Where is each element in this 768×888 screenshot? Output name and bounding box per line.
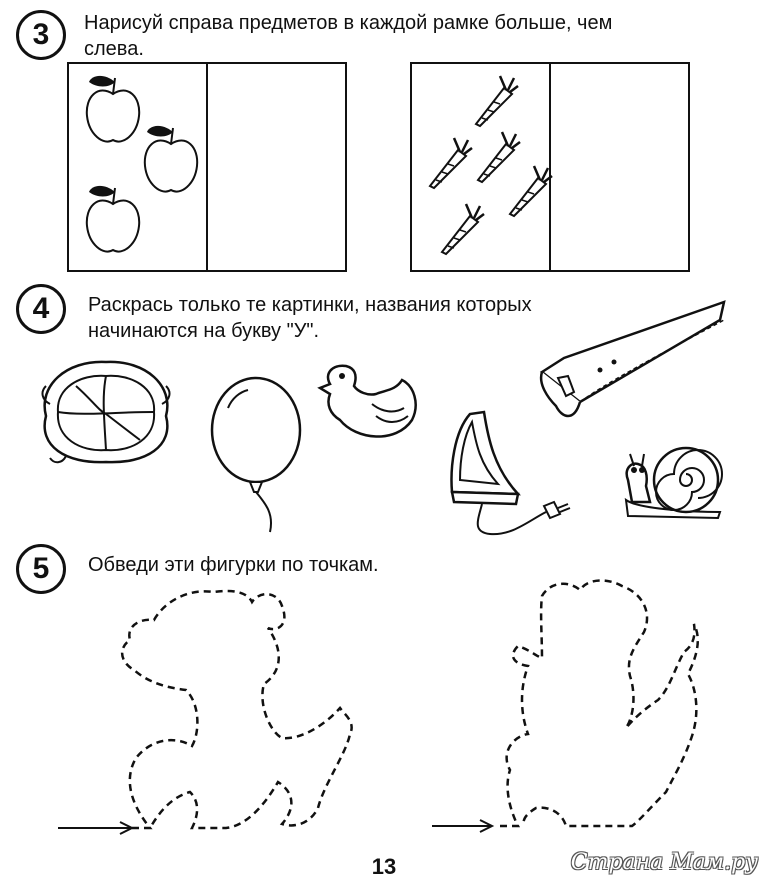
task-5-line-1: Обведи эти фигурки по точкам. [88,554,379,576]
apples-frame-left [69,64,208,270]
dotted-squirrel-outline[interactable] [430,576,730,832]
task-4-number: 4 [16,284,66,334]
iron-icon[interactable] [442,408,574,544]
carrots-frame-left [412,64,551,270]
watermark: Страна Мам.ру [570,850,758,875]
task-5-instruction [88,552,688,578]
dotted-bear-outline[interactable] [50,586,400,836]
apples-frame-right[interactable] [208,64,345,270]
apple-icon [83,182,143,257]
duck-icon[interactable] [316,360,420,446]
cabbage-icon[interactable] [36,356,176,468]
page-number: 13 [371,854,397,879]
task-3-number: 3 [16,10,66,60]
task-3-instruction [84,10,744,62]
snail-icon[interactable] [620,440,726,520]
task-3-line-1: Нарисуй справа предметов в каждой рамке больше, чем [84,12,613,34]
task-3-line-2: слева. [84,38,144,60]
task-5-number: 5 [16,544,66,594]
apple-icon [141,122,201,197]
carrots-frame-right[interactable] [551,64,688,270]
apples-frame [67,62,347,272]
carrot-icon [424,136,472,192]
carrots-frame [410,62,690,272]
carrot-icon [436,202,484,258]
task-4-line-2: начинаются на букву "У". [88,320,320,342]
carrot-icon [504,164,552,220]
apple-icon [83,72,143,147]
task-4-line-1: Раскрась только те картинки, названия которых [88,294,532,316]
balloon-icon[interactable] [206,374,306,534]
carrot-icon [470,74,518,130]
